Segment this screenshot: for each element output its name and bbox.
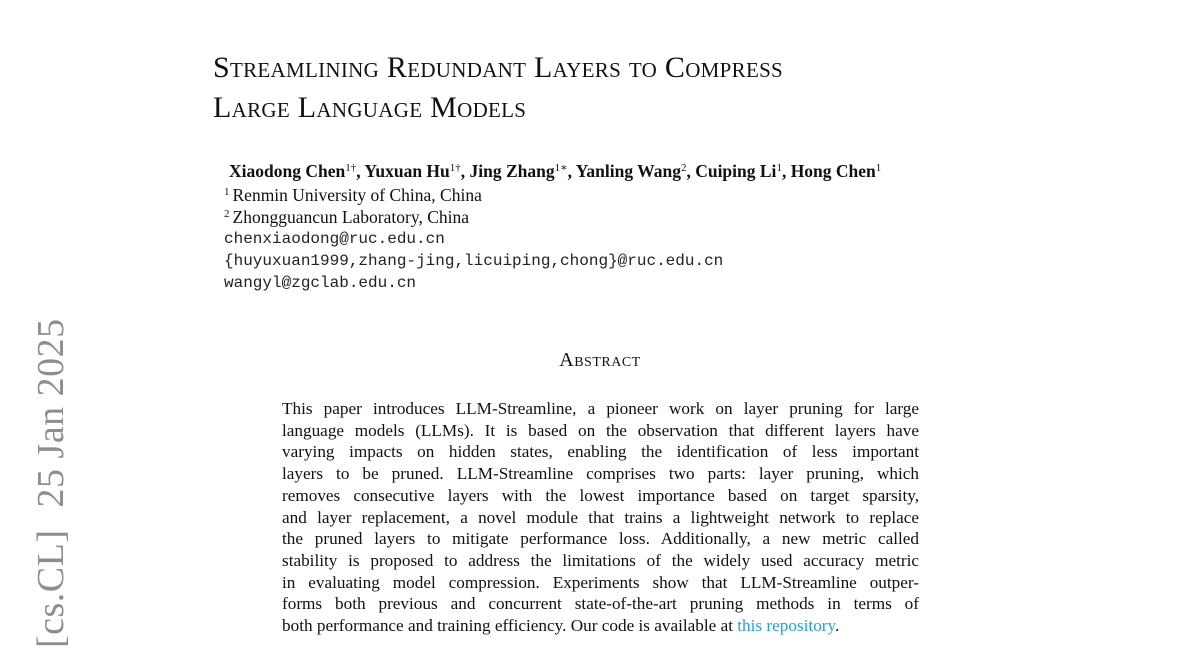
author-mark: 1† xyxy=(345,162,357,174)
arxiv-date: 25 Jan 2025 xyxy=(30,318,72,508)
abstract-heading: Abstract xyxy=(559,349,641,371)
paper-title xyxy=(213,48,1073,128)
abstract-line: forms both previous and concurrent state-of-the-art pruning methods in terms of xyxy=(282,594,919,614)
abstract-line: and layer replacement, a novel module that trains a lightweight network to replace xyxy=(282,507,919,527)
abstract-line: stability is proposed to address the limitations of the widely used accuracy metric xyxy=(282,550,919,570)
affiliation-2 xyxy=(224,206,469,228)
author-name: Jing Zhang xyxy=(469,161,555,181)
abstract-line: varying impacts on hidden states, enabling the identification of less important xyxy=(282,442,919,462)
author-name: Hong Chen xyxy=(790,161,876,181)
paper-title-line-2: Large Language Models xyxy=(213,91,527,124)
email-3: wangyl@zgclab.edu.cn xyxy=(224,274,417,292)
paper-title-line-1: Streamlining Redundant Layers to Compress xyxy=(213,51,784,84)
author-mark: 2 xyxy=(680,162,687,174)
author-name: Yuxuan Hu xyxy=(364,161,450,181)
arxiv-category: [cs.CL] xyxy=(30,529,72,648)
abstract-line: the pruned layers to mitigate performance loss. Additionally, a new metric called xyxy=(282,529,919,549)
abstract-last-line xyxy=(282,615,919,637)
author-name: Xiaodong Chen xyxy=(229,161,346,181)
author-mark: 1∗ xyxy=(554,162,568,174)
author-list: Xiaodong Chen$^{1\dagger}$, Yuxuan $Hu^{1\dagger}$, Jing Zhang$^{1∗}$, Yanling Wang$^2$, Cuiping Li$^1$, Hong Chen$^1$ xyxy=(229,161,882,181)
abstract-line: This paper introduces LLM-Streamline, a pioneer work on layer pruning for large xyxy=(282,399,919,418)
affiliation-mark: 1 xyxy=(224,186,230,198)
abstract-line: in evaluating model compression. Experiments show that LLM-Streamline outper- xyxy=(282,572,919,592)
abstract-last-line-text: both performance and training efficiency. Our code is available at xyxy=(282,616,733,636)
affiliation-text: Zhongguancun Laboratory, China xyxy=(232,207,470,227)
author-name: Yanling Wang xyxy=(575,161,681,181)
repository-link[interactable]: this repository xyxy=(737,616,835,636)
affiliation-1 xyxy=(224,184,482,206)
email-2: {huyuxuan1999,zhang-jing,licuiping,chong}@ruc.edu.cn xyxy=(224,252,724,270)
abstract-body xyxy=(282,398,919,637)
abstract-line: removes consecutive layers with the lowest importance based on target sparsity, xyxy=(282,485,919,505)
email-1: chenxiaodong@ruc.edu.cn xyxy=(224,230,445,248)
affiliation-mark: 2 xyxy=(224,208,230,220)
abstract-line: layers to be pruned. LLM-Streamline comprises two parts: layer pruning, which xyxy=(282,464,919,484)
author-mark: 1 xyxy=(875,162,882,174)
author-mark: 1† xyxy=(449,162,461,174)
author-name: Cuiping Li xyxy=(695,161,777,181)
abstract-period: . xyxy=(834,616,840,636)
affiliation-text: Renmin University of China, China xyxy=(232,185,482,205)
author-mark: 1 xyxy=(776,162,782,174)
abstract-line: language models (LLMs). It is based on the observation that different layers have xyxy=(282,420,919,440)
